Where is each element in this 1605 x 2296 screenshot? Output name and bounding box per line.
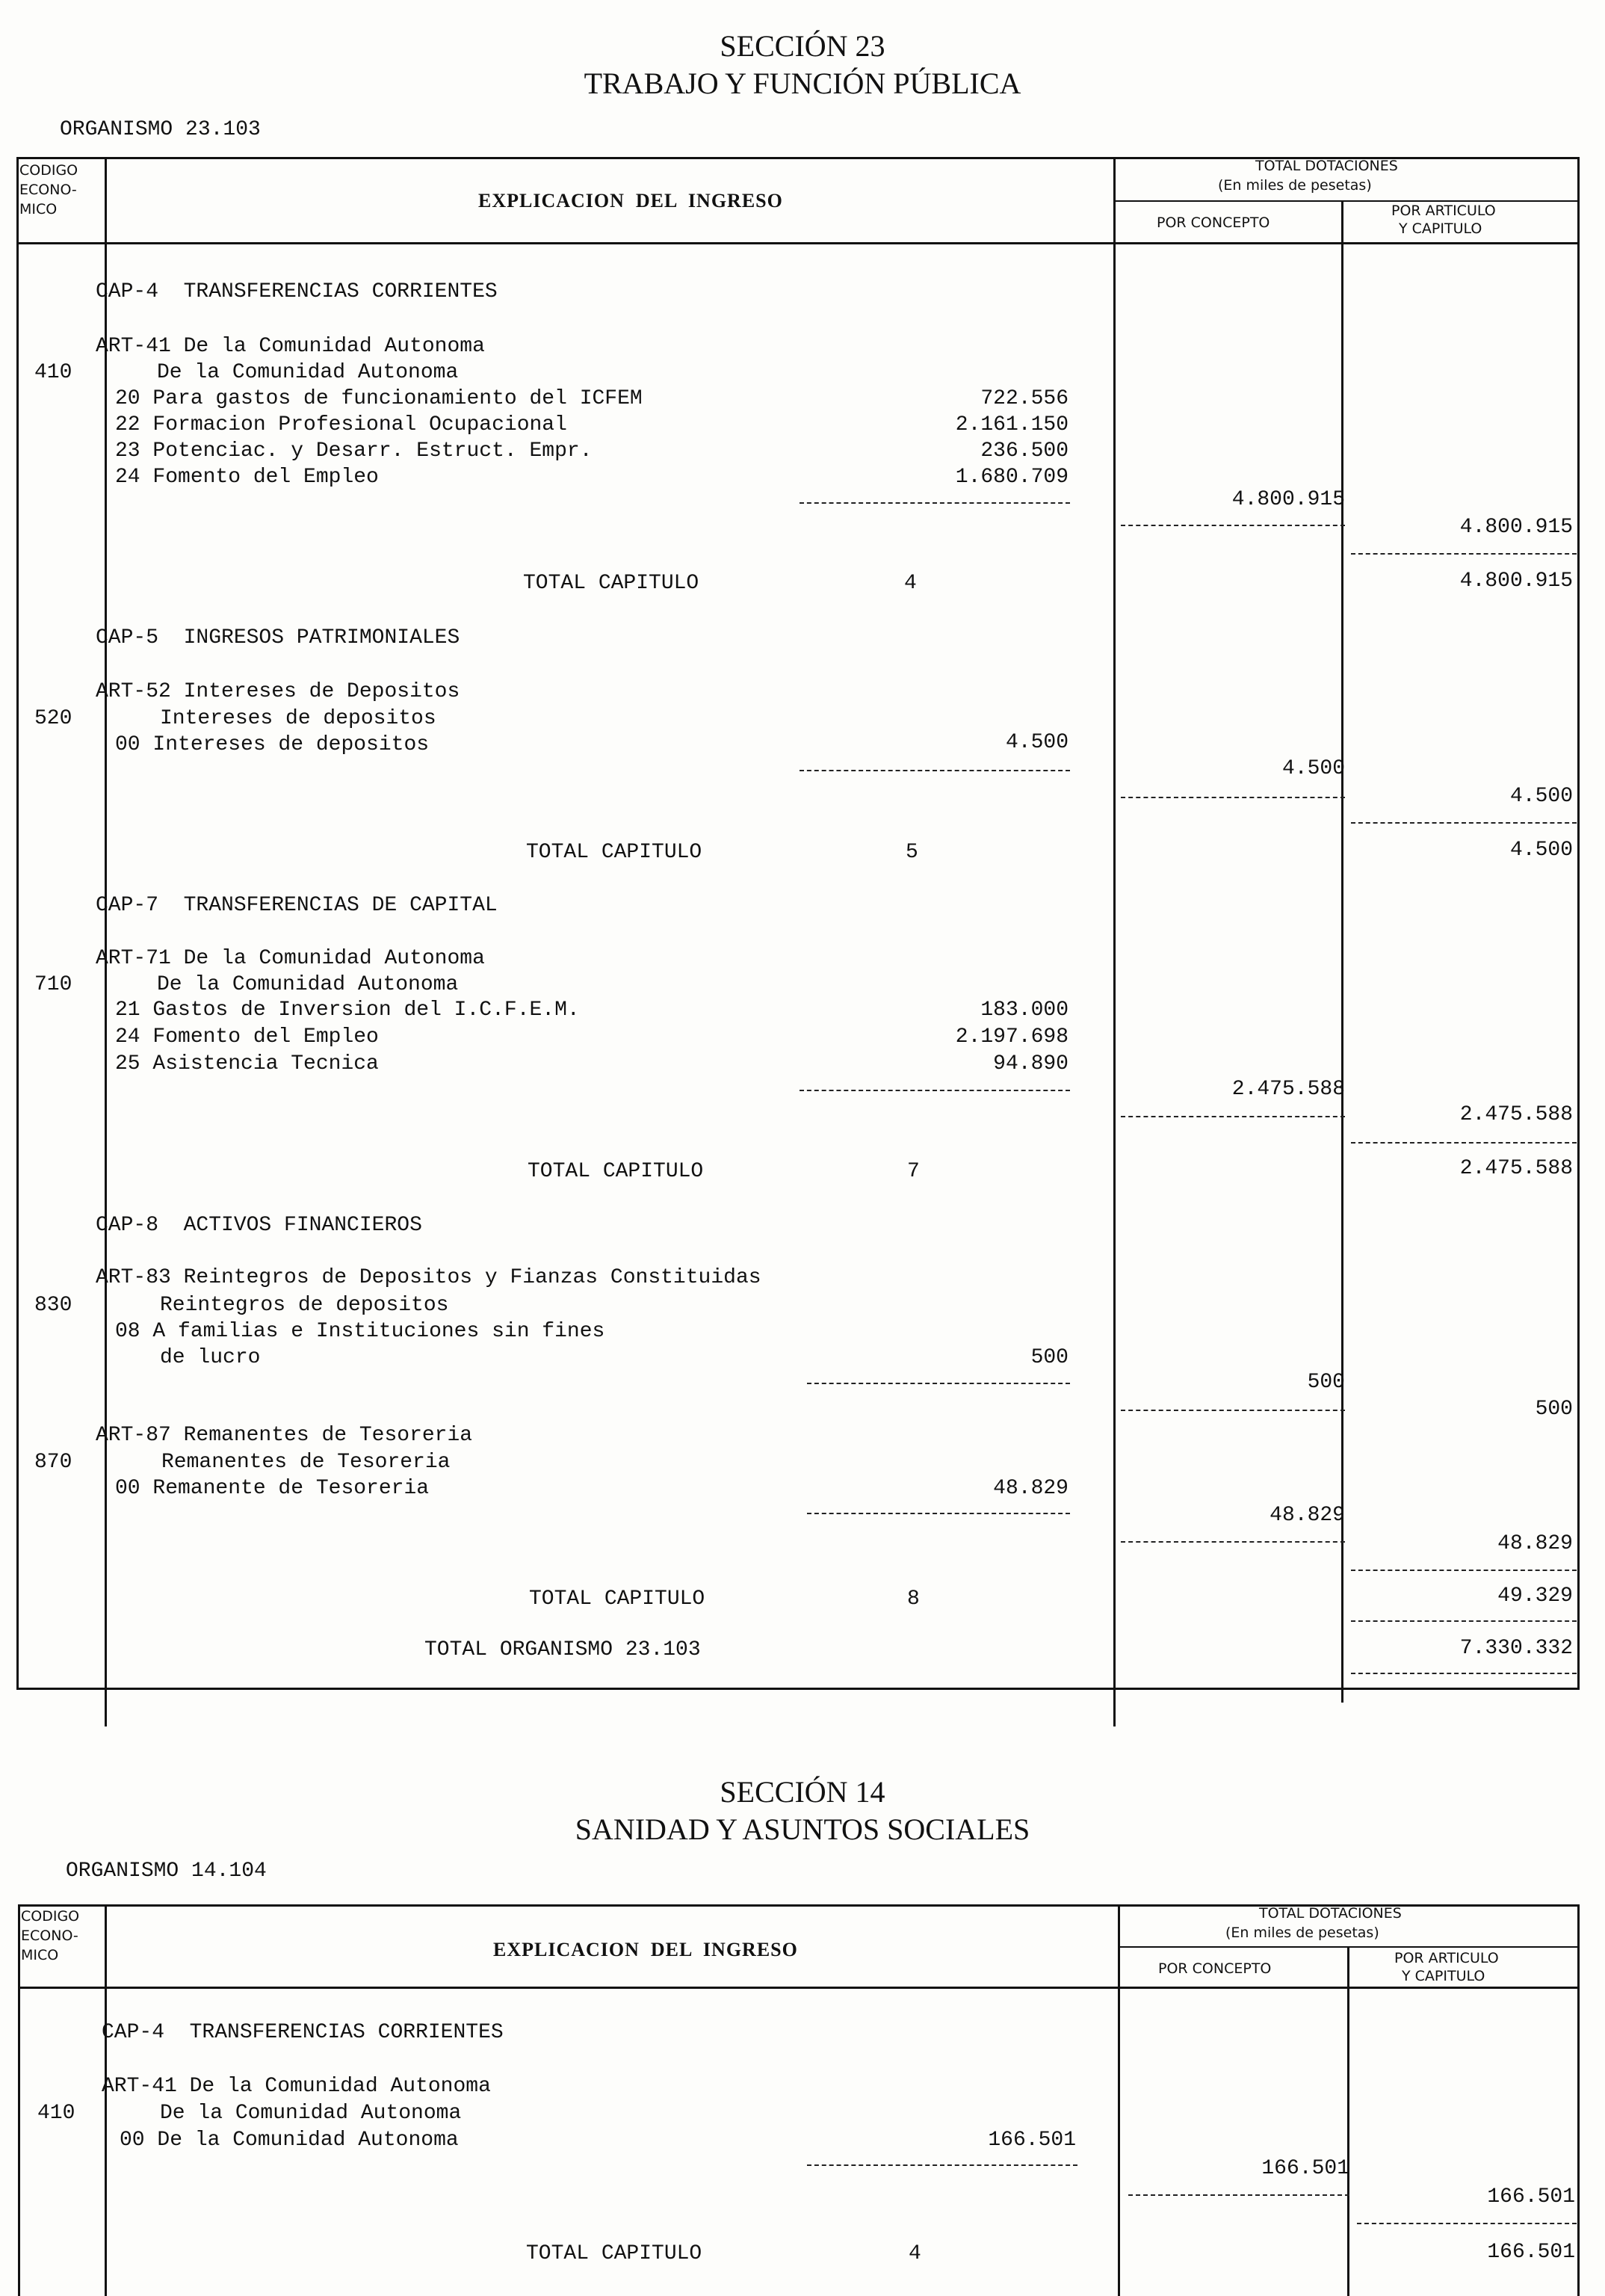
article-heading: ART-41 De la Comunidad Autonoma [96, 335, 485, 358]
concept-line-cont: de lucro [160, 1346, 261, 1369]
organism-total: 7.330.332 [1459, 1637, 1573, 1660]
header-codigo-3: MICO [19, 201, 58, 217]
subtotal-rule [800, 770, 1070, 771]
subtotal-rule [1357, 2223, 1577, 2224]
article-subheading: De la Comunidad Autonoma [157, 973, 459, 996]
chapter-total-label: TOTAL CAPITULO [528, 1160, 704, 1183]
concept-line: 20 Para gastos de funcionamiento del ICFEM [115, 387, 643, 410]
chapter-total-label: TOTAL CAPITULO [526, 841, 702, 864]
header-por-articulo-1: POR ARTICULO [1394, 1950, 1499, 1966]
article-total: 2.475.588 [1459, 1103, 1573, 1126]
col-divider-code [105, 1904, 107, 2296]
header-bottom-line [18, 1987, 1580, 1989]
concept-line: 00 De la Comunidad Autonoma [120, 2129, 459, 2152]
subtotal-rule [807, 1513, 1070, 1514]
chapter-number: 4 [904, 572, 917, 595]
article-subheading: De la Comunidad Autonoma [160, 2102, 462, 2125]
concept-amount: 500 [1030, 1346, 1069, 1369]
concept-amount: 48.829 [993, 1477, 1069, 1500]
article-heading: ART-87 Remanentes de Tesoreria [96, 1424, 473, 1447]
header-total-1: TOTAL DOTACIONES [1259, 1905, 1402, 1922]
header-explicacion: EXPLICACION DEL INGRESO [493, 1939, 798, 1960]
concept-total: 166.501 [1261, 2157, 1349, 2180]
subtotal-rule [1351, 1570, 1577, 1571]
chapter-number: 4 [909, 2242, 921, 2265]
concept-amount: 166.501 [988, 2129, 1076, 2152]
concept-amount: 94.890 [993, 1052, 1069, 1076]
concept-line: 23 Potenciac. y Desarr. Estruct. Empr. [115, 439, 593, 463]
concept-total: 2.475.588 [1231, 1078, 1345, 1101]
header-total-2: (En miles de pesetas) [1225, 1925, 1379, 1941]
article-subheading: Reintegros de depositos [160, 1294, 449, 1317]
table-bottom-line [16, 1688, 1580, 1690]
col-divider-code [105, 157, 107, 1726]
concept-total: 48.829 [1270, 1504, 1345, 1527]
subtotal-rule [807, 2164, 1077, 2166]
subtotal-rule [1121, 1410, 1345, 1411]
col-divider-article [1347, 1946, 1349, 2296]
subtotal-rule [1351, 553, 1577, 555]
subtotal-rule [800, 502, 1070, 504]
article-total: 4.800.915 [1459, 516, 1573, 539]
table-left-line [18, 1904, 20, 2296]
concept-line: 08 A familias e Instituciones sin fines [115, 1320, 605, 1343]
subtotal-rule [800, 1090, 1070, 1091]
section-title: SECCIÓN 23 [720, 29, 885, 63]
chapter-heading: CAP-4 TRANSFERENCIAS CORRIENTES [96, 280, 498, 303]
header-por-articulo-1: POR ARTICULO [1391, 203, 1496, 219]
chapter-heading: CAP-8 ACTIVOS FINANCIEROS [96, 1214, 422, 1237]
section-name: TRABAJO Y FUNCIÓN PÚBLICA [584, 67, 1021, 100]
header-codigo-1: CODIGO [21, 1908, 80, 1925]
header-total-2: (En miles de pesetas) [1218, 177, 1372, 194]
subtotal-rule [1121, 1116, 1345, 1117]
header-codigo-2: ECONO- [21, 1928, 78, 1944]
subtotal-rule [1351, 822, 1577, 824]
economic-code: 710 [34, 973, 72, 996]
economic-code: 410 [37, 2102, 75, 2125]
header-codigo-1: CODIGO [19, 162, 78, 179]
concept-line: 21 Gastos de Inversion del I.C.F.E.M. [115, 999, 580, 1022]
header-explicacion: EXPLICACION DEL INGRESO [478, 190, 783, 212]
concept-amount: 183.000 [980, 999, 1069, 1022]
chapter-total: 49.329 [1497, 1584, 1573, 1608]
header-por-concepto: POR CONCEPTO [1158, 1960, 1272, 1977]
subtotal-rule [1128, 2194, 1349, 2196]
economic-code: 410 [34, 361, 72, 384]
organismo-label: ORGANISMO 23.103 [60, 118, 261, 141]
section-name: SANIDAD Y ASUNTOS SOCIALES [575, 1812, 1030, 1846]
article-heading: ART-52 Intereses de Depositos [96, 680, 460, 703]
chapter-total: 4.500 [1509, 839, 1573, 862]
subtotal-rule [1351, 1620, 1577, 1622]
concept-line: 22 Formacion Profesional Ocupacional [115, 413, 567, 436]
concept-line: 24 Fomento del Empleo [115, 1025, 379, 1049]
organismo-label: ORGANISMO 14.104 [66, 1860, 267, 1883]
chapter-total-label: TOTAL CAPITULO [526, 2242, 702, 2265]
header-por-articulo-2: Y CAPITULO [1402, 1968, 1485, 1984]
col-divider-concept [1113, 157, 1116, 1726]
economic-code: 520 [34, 707, 72, 730]
concept-total: 4.500 [1281, 757, 1345, 780]
concept-total: 4.800.915 [1231, 488, 1345, 511]
article-heading: ART-83 Reintegros de Depositos y Fianzas Constituidas [96, 1266, 761, 1289]
header-por-articulo-2: Y CAPITULO [1399, 220, 1482, 237]
chapter-number: 8 [907, 1587, 920, 1611]
header-split-line [1118, 1946, 1580, 1948]
concept-amount: 1.680.709 [955, 466, 1069, 489]
economic-code: 870 [34, 1451, 72, 1474]
chapter-total-label: TOTAL CAPITULO [529, 1587, 705, 1611]
chapter-total-label: TOTAL CAPITULO [523, 572, 699, 595]
chapter-total: 4.800.915 [1459, 570, 1573, 593]
chapter-total: 166.501 [1487, 2241, 1575, 2264]
article-subheading: De la Comunidad Autonoma [157, 361, 459, 384]
concept-line: 00 Remanente de Tesoreria [115, 1477, 430, 1500]
article-subheading: Remanentes de Tesoreria [161, 1451, 451, 1474]
article-heading: ART-71 De la Comunidad Autonoma [96, 947, 485, 970]
header-split-line [1113, 200, 1577, 202]
economic-code: 830 [34, 1294, 72, 1317]
table-right-line [1577, 1904, 1580, 2296]
chapter-number: 5 [906, 841, 918, 864]
article-total: 166.501 [1487, 2185, 1575, 2209]
chapter-number: 7 [907, 1160, 920, 1183]
subtotal-rule [1121, 1541, 1345, 1543]
header-por-concepto: POR CONCEPTO [1157, 215, 1270, 231]
concept-line: 00 Intereses de depositos [115, 733, 430, 756]
concept-line: 24 Fomento del Empleo [115, 466, 379, 489]
concept-amount: 2.161.150 [955, 413, 1069, 436]
concept-amount: 236.500 [980, 439, 1069, 463]
concept-amount: 4.500 [1005, 731, 1069, 754]
subtotal-rule [1121, 525, 1345, 526]
article-subheading: Intereses de depositos [160, 707, 436, 730]
section-title: SECCIÓN 14 [720, 1775, 885, 1809]
chapter-heading: CAP-4 TRANSFERENCIAS CORRIENTES [102, 2021, 504, 2044]
article-heading: ART-41 De la Comunidad Autonoma [102, 2075, 491, 2098]
article-total: 500 [1535, 1398, 1573, 1421]
concept-amount: 722.556 [980, 387, 1069, 410]
header-total-1: TOTAL DOTACIONES [1255, 158, 1398, 174]
chapter-heading: CAP-7 TRANSFERENCIAS DE CAPITAL [96, 894, 498, 917]
concept-amount: 2.197.698 [955, 1025, 1069, 1049]
subtotal-rule [1351, 1142, 1577, 1144]
header-codigo-2: ECONO- [19, 182, 77, 198]
header-codigo-3: MICO [21, 1947, 59, 1963]
col-divider-concept [1118, 1904, 1120, 2296]
organism-total-label: TOTAL ORGANISMO 23.103 [424, 1638, 701, 1661]
chapter-heading: CAP-5 INGRESOS PATRIMONIALES [96, 626, 460, 649]
article-total: 4.500 [1509, 785, 1573, 808]
concept-line: 25 Asistencia Tecnica [115, 1052, 379, 1076]
col-divider-article [1341, 200, 1343, 1703]
chapter-total: 2.475.588 [1459, 1157, 1573, 1180]
subtotal-rule [1351, 1673, 1577, 1674]
article-total: 48.829 [1497, 1532, 1573, 1555]
subtotal-rule [807, 1383, 1070, 1384]
concept-total: 500 [1307, 1371, 1345, 1394]
subtotal-rule [1121, 797, 1345, 798]
